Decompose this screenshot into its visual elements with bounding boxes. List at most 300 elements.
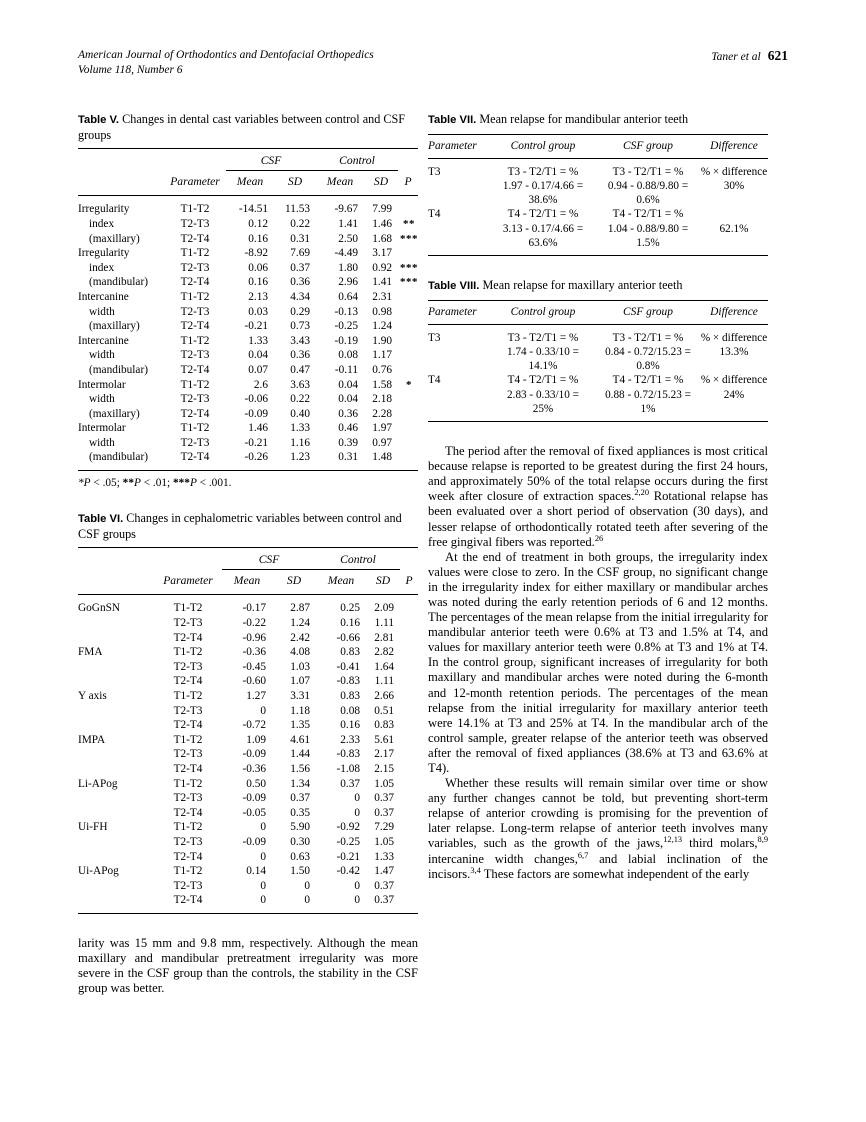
table-vi-r14-name xyxy=(78,806,154,821)
table-v-r4-csf-mean: 0.06 xyxy=(248,261,268,274)
table-v-r3-csf-mean: -8.92 xyxy=(244,247,268,260)
table-v-r5-param: T2-T4 xyxy=(180,276,210,289)
table-v-r8-csf-mean: -0.21 xyxy=(244,320,268,333)
table-v-r17-ctl-sd: 1.48 xyxy=(372,451,392,464)
table-v-r9-name: Intercanine xyxy=(78,334,129,347)
table-vi-r8-ctl-sd: 0.83 xyxy=(374,719,394,732)
table-v-r2-name: (maxillary) xyxy=(89,232,140,245)
table-v-r1-csf-mean: 0.12 xyxy=(248,217,268,230)
table-vii-r0-parameter: T3 xyxy=(428,165,441,178)
table-v-r9-csf-mean: 1.33 xyxy=(248,334,268,347)
table-v-r4-ctl-mean: 1.80 xyxy=(338,261,358,274)
table-vi-r5-p xyxy=(400,674,418,689)
table-v-r4-ctl-sd: 0.92 xyxy=(372,261,392,274)
table-vi-r12-csf-sd: 1.34 xyxy=(290,777,310,790)
table-vii-r1-control-l0: T4 - T2/T1 = % xyxy=(507,208,579,221)
table-v-r14-name: (maxillary) xyxy=(89,407,140,420)
table-v-r11-p xyxy=(398,363,418,378)
table-v-r16-csf-mean: -0.21 xyxy=(244,436,268,449)
table-row xyxy=(78,246,418,261)
table-vi-r10-p xyxy=(400,747,418,762)
table-row xyxy=(78,217,418,232)
left-column-paragraph: larity was 15 mm and 9.8 mm, respectively. Although the mean maxillary and mandibular pretreatment irregularity was more severe in the CSF group than the controls, the stability in the CSF group was better. xyxy=(78,935,418,996)
table-vii-caption: Mean relapse for mandibular anterior teeth xyxy=(479,112,689,126)
table-v-th-ctl-mean: Mean xyxy=(326,174,354,188)
table-v-r8-ctl-mean: -0.25 xyxy=(334,320,358,333)
table-row xyxy=(78,645,418,660)
table-vi-r3-param: T1-T2 xyxy=(173,646,203,659)
table-v-th-ctl-sd: SD xyxy=(373,174,389,188)
table-v-r10-csf-mean: 0.04 xyxy=(248,349,268,362)
table-vi-r13-csf-mean: -0.09 xyxy=(242,792,266,805)
running-head-right xyxy=(711,48,788,65)
table-vi-r11-ctl-sd: 2.15 xyxy=(374,762,394,775)
table-vii-r1-csf-l2: 1.5% xyxy=(636,236,660,249)
table-vi-r12-name: Li-APog xyxy=(78,777,118,790)
table-vi-r6-ctl-mean: 0.83 xyxy=(340,690,360,702)
table-vii-r0-control-l0: T3 - T2/T1 = % xyxy=(507,165,579,178)
right-paragraph-2: At the end of treatment in both groups, the irregularity index values were close to zero. In the CSF group, no significant change in the irregularity index for either maxillary or mandibular arches was noted during the early retention periods of 6 and 12 months. The percentages of the mean relapse from the initial irregularity for mandibular anterior teeth were 0.6% at T3 and 1.5% at T4, and values for maxillary anterior teeth were 0.8% at T3 and 1% at T4. In the control group, significant increases of irregularity for both maxillary and mandibular arches were noted during the 6-month and 12-month retention periods. The percentages of the mean relapse from the initial irregularity for maxillary anterior teeth were 14.1% at T3 and 25% at T4. In the mandibular arch of the control sample, greater relapse of the anterior teeth was observed after the removal of fixed appliances (38.6% at T3 and 63.6% at T4). xyxy=(428,549,768,775)
table-v-r15-ctl-mean: 0.46 xyxy=(338,422,358,435)
table-vi-r7-csf-sd: 1.18 xyxy=(290,704,310,717)
right-p1-ref-2: 26 xyxy=(594,533,604,543)
table-viii-r0-control-l2: 14.1% xyxy=(528,360,558,373)
table-vii-r0-diff-l2 xyxy=(700,193,768,207)
table-vi-r20-param: T2-T4 xyxy=(173,894,203,907)
table-v-r7-ctl-mean: -0.13 xyxy=(334,305,358,318)
table-vi-r16-ctl-mean: -0.25 xyxy=(336,835,360,848)
right-p1-part-b: Rotational relapse has been evaluated over a short period of observation (30 days), and lesser relapse of orthodontically rotated teeth after severing of the free gingival fibers was reported. xyxy=(428,489,768,549)
table-v-r9-p xyxy=(398,334,418,349)
table-v-title xyxy=(78,112,418,142)
table-v-r0-param: T1-T2 xyxy=(180,203,210,216)
table-v-r0-ctl-mean: -9.67 xyxy=(334,203,358,216)
table-v-r11-param: T2-T4 xyxy=(180,363,210,376)
table-vi-r17-csf-mean: 0 xyxy=(260,850,266,863)
table-v-r5-ctl-mean: 2.96 xyxy=(338,276,358,289)
table-row xyxy=(78,893,418,913)
right-p3-part-c: intercanine width changes, xyxy=(428,851,578,866)
table-v-r9-param: T1-T2 xyxy=(180,334,210,347)
table-v-r4-name: index xyxy=(89,261,115,274)
table-vi-r18-ctl-mean: -0.42 xyxy=(336,865,360,878)
table-v-r6-name: Intercanine xyxy=(78,290,129,303)
table-v-r7-ctl-sd: 0.98 xyxy=(372,305,392,318)
table-viii-r1-control-l1: 2.83 - 0.33/10 = xyxy=(507,388,579,401)
table-v-r14-csf-sd: 0.40 xyxy=(290,407,310,420)
table-v-r12-param: T1-T2 xyxy=(180,378,210,391)
table-viii-th-parameter: Parameter xyxy=(428,305,477,318)
table-vi-r19-csf-sd: 0 xyxy=(304,879,310,892)
table-vi-r1-p xyxy=(400,616,418,631)
table-viii-r1-diff-l1: 24% xyxy=(723,388,745,401)
table-v-r17-name: (mandibular) xyxy=(89,451,148,464)
table-vi-r1-ctl-mean: 0.16 xyxy=(340,617,360,630)
table-vi-r0-p xyxy=(400,595,418,616)
table-vi-block xyxy=(78,511,418,914)
table-vi-r4-ctl-mean: -0.41 xyxy=(336,660,360,673)
table-v-r11-name: (mandibular) xyxy=(89,363,148,376)
table-v-r6-ctl-mean: 0.64 xyxy=(338,290,358,303)
table-v-r12-p: * xyxy=(406,378,412,391)
table-vi-r18-param: T1-T2 xyxy=(173,865,203,878)
table-vi-r13-ctl-sd: 0.37 xyxy=(374,792,394,805)
right-p3-part-a: Whether these results will remain similar over time or show any further changes cannot be told, but preventing short-term relapse of anterior crowding is promising for the prevention of later relapse. Long-term relapse of anterior teeth involves many variables, such as the growth of the jaws, xyxy=(428,776,768,851)
table-v-r4-csf-sd: 0.37 xyxy=(290,261,310,274)
table-row xyxy=(78,407,418,422)
table-vi-th-p: P xyxy=(405,573,413,587)
table-v-r16-ctl-mean: 0.39 xyxy=(338,436,358,449)
table-vi-r12-p xyxy=(400,777,418,792)
table-vii-number: Table VII. xyxy=(428,114,477,126)
table-vi-r8-param: T2-T4 xyxy=(173,719,203,732)
table-v-footnote: *P < .05; **P < .01; ***P < .001. xyxy=(78,477,232,490)
table-v-r0-p xyxy=(398,196,418,217)
table-v-r14-param: T2-T4 xyxy=(180,407,210,420)
table-v-th-csf-mean: Mean xyxy=(236,174,264,188)
table-row xyxy=(78,762,418,777)
table-viii-th-control: Control group xyxy=(510,305,576,318)
right-paragraph-1 xyxy=(428,444,768,550)
table-viii-r0-diff-l2 xyxy=(700,359,768,373)
table-row xyxy=(428,373,768,387)
table-vi-r6-p xyxy=(400,689,418,704)
table-v-r12-ctl-sd: 1.58 xyxy=(372,378,392,391)
table-vi-r18-p xyxy=(400,864,418,879)
table-vi-r16-param: T2-T3 xyxy=(173,835,203,848)
table-vi-r13-p xyxy=(400,791,418,806)
table-v-r14-ctl-mean: 0.36 xyxy=(338,407,358,420)
table-v-r7-param: T2-T3 xyxy=(180,305,210,318)
table-v-r3-ctl-sd: 3.17 xyxy=(372,247,392,260)
table-v-column-header-row xyxy=(78,171,418,196)
table-v-r5-csf-mean: 0.16 xyxy=(248,276,268,289)
table-vi-r20-p xyxy=(400,893,418,913)
table-vii-title xyxy=(428,112,768,128)
table-vi-r3-csf-mean: -0.36 xyxy=(242,646,266,659)
table-viii-number: Table VIII. xyxy=(428,280,480,293)
table-v-r1-p: ** xyxy=(403,217,415,230)
table-vi-r9-param: T1-T2 xyxy=(173,733,203,746)
right-p3-ref-3: 6,7 xyxy=(577,850,589,860)
table-vi-r20-ctl-mean: 0 xyxy=(354,894,360,907)
table-vi-r2-p xyxy=(400,631,418,646)
table-v-r8-ctl-sd: 1.24 xyxy=(372,320,392,333)
table-v-group-control: Control xyxy=(339,154,375,168)
table-v-r1-param: T2-T3 xyxy=(180,217,210,230)
table-v-th-csf-sd: SD xyxy=(287,174,303,188)
table-v-r10-name: width xyxy=(89,349,115,362)
table-vi-r0-param: T1-T2 xyxy=(173,602,203,615)
table-vi-r5-name xyxy=(78,674,154,689)
table-vi-r2-ctl-sd: 2.81 xyxy=(374,631,394,644)
table-vii-r0-diff-l1: 30% xyxy=(723,180,745,192)
table-v-r17-param: T2-T4 xyxy=(180,451,210,464)
table-row xyxy=(78,806,418,821)
table-vi-r13-ctl-mean: 0 xyxy=(354,792,360,805)
table-vii-r1-diff-l2 xyxy=(700,236,768,256)
table-vi-r18-csf-mean: 0.14 xyxy=(246,865,266,878)
table-row xyxy=(78,660,418,675)
table-vi-r5-param: T2-T4 xyxy=(173,675,203,688)
table-v-r10-csf-sd: 0.36 xyxy=(290,349,310,362)
table-v-r5-name: (mandibular) xyxy=(89,276,148,289)
right-p3-part-e: These factors are somewhat independent of the early xyxy=(480,866,750,881)
table-vi-r6-csf-mean: 1.27 xyxy=(246,690,266,702)
table-v-r2-ctl-mean: 2.50 xyxy=(338,232,358,245)
table-vi-r3-p xyxy=(400,645,418,660)
table-v-r14-csf-mean: -0.09 xyxy=(244,407,268,420)
table-v-r5-csf-sd: 0.36 xyxy=(290,276,310,289)
table-v-r13-csf-sd: 0.22 xyxy=(290,393,310,406)
table-vi-r19-param: T2-T3 xyxy=(173,879,203,892)
table-v-r0-ctl-sd: 7.99 xyxy=(372,203,392,216)
table-vi-r19-p xyxy=(400,879,418,894)
table-row xyxy=(78,674,418,689)
table-row xyxy=(78,835,418,850)
table-row xyxy=(78,850,418,865)
right-paragraph-3 xyxy=(428,776,768,882)
table-vi-r16-csf-mean: -0.09 xyxy=(242,835,266,848)
table-vi-r9-csf-sd: 4.61 xyxy=(290,733,310,746)
table-v-r9-ctl-sd: 1.90 xyxy=(372,334,392,347)
table-v-r7-p xyxy=(398,305,418,320)
table-vi-r20-csf-mean: 0 xyxy=(260,894,266,907)
right-p1-part-a: The period after the removal of fixed appliances is most critical because relapse is reported to be greatest during the first 24 hours, and approximately 50% of the total relapse occurs during the first week after closure of extraction spaces. xyxy=(428,444,768,504)
table-v-r14-p xyxy=(398,407,418,422)
table-vi-r9-ctl-mean: 2.33 xyxy=(340,733,360,746)
table-row xyxy=(78,718,418,733)
table-v-caption: Changes in dental cast variables between control and CSF groups xyxy=(78,112,406,142)
table-v-r3-p xyxy=(398,246,418,261)
table-row xyxy=(78,450,418,470)
table-vi-r6-name: Y axis xyxy=(78,690,107,702)
table-vi-r9-csf-mean: 1.09 xyxy=(246,733,266,746)
table-row xyxy=(78,879,418,894)
table-v-r16-name: width xyxy=(89,436,115,449)
table-vii-r1-diff-l1: 62.1% xyxy=(719,222,749,235)
table-viii-block xyxy=(428,278,768,422)
table-vi-r6-param: T1-T2 xyxy=(173,690,203,702)
table-vi-r8-csf-sd: 1.35 xyxy=(290,719,310,732)
table-row xyxy=(78,436,418,451)
table-row xyxy=(78,275,418,290)
table-row xyxy=(78,319,418,334)
left-column xyxy=(78,112,418,996)
table-vi-r12-ctl-mean: 0.37 xyxy=(340,777,360,790)
table-vi-r18-name: Ui-APog xyxy=(78,865,119,878)
table-vii-th-parameter: Parameter xyxy=(428,139,477,152)
table-vi-r7-ctl-mean: 0.08 xyxy=(340,704,360,717)
table-v-r1-name: index xyxy=(89,217,115,230)
table-vi-r14-csf-sd: 0.35 xyxy=(290,806,310,819)
table-vi-r16-name xyxy=(78,835,154,850)
table-viii-r0-control-l1: 1.74 - 0.33/10 = xyxy=(507,346,579,359)
table-row xyxy=(78,689,418,704)
table-row xyxy=(78,616,418,631)
table-vi-r15-csf-sd: 5.90 xyxy=(290,821,310,834)
table-vi-r8-ctl-mean: 0.16 xyxy=(340,719,360,732)
table-vii-header-row xyxy=(428,134,768,158)
table-v-r13-ctl-mean: 0.04 xyxy=(338,393,358,406)
table-vi-th-csf-sd: SD xyxy=(286,573,302,587)
table-row xyxy=(78,363,418,378)
table-vi-r3-name: FMA xyxy=(78,646,103,659)
table-vi-r17-csf-sd: 0.63 xyxy=(290,850,310,863)
table-vii xyxy=(428,134,768,256)
table-vi-r5-ctl-mean: -0.83 xyxy=(336,675,360,688)
right-p3-ref-2: 8,9 xyxy=(757,835,768,845)
table-viii-r0-csf-l0: T3 - T2/T1 = % xyxy=(612,331,684,344)
table-v-r2-ctl-sd: 1.68 xyxy=(372,232,392,245)
table-vi-r3-ctl-mean: 0.83 xyxy=(340,646,360,659)
table-vi-r12-csf-mean: 0.50 xyxy=(246,777,266,790)
table-v-r9-ctl-mean: -0.19 xyxy=(334,334,358,347)
table-vi-r14-p xyxy=(400,806,418,821)
table-vii-r1-diff-l0 xyxy=(700,207,768,221)
table-v-r3-param: T1-T2 xyxy=(180,247,210,260)
table-vi-r6-ctl-sd: 2.66 xyxy=(374,690,394,702)
table-vi-r17-ctl-sd: 1.33 xyxy=(374,850,394,863)
table-vi-r7-param: T2-T3 xyxy=(173,704,203,717)
right-p1-ref-1: 2,20 xyxy=(634,488,649,498)
table-viii-r1-csf-l0: T4 - T2/T1 = % xyxy=(612,374,684,387)
table-vi-r11-csf-mean: -0.36 xyxy=(242,762,266,775)
table-v-r7-name: width xyxy=(89,305,115,318)
table-row xyxy=(78,334,418,349)
table-vi-r3-ctl-sd: 2.82 xyxy=(374,646,394,659)
table-row xyxy=(78,704,418,719)
table-vi-r16-ctl-sd: 1.05 xyxy=(374,835,394,848)
table-vi-title xyxy=(78,511,418,541)
table-vii-r0-diff-l0: % × difference xyxy=(700,165,768,178)
table-row xyxy=(428,159,768,179)
table-row xyxy=(78,392,418,407)
table-v-r12-csf-mean: 2.6 xyxy=(253,378,268,391)
table-row xyxy=(78,747,418,762)
table-v-block xyxy=(78,112,418,489)
table-vi-group-control: Control xyxy=(340,553,376,567)
table-vi-r0-csf-mean: -0.17 xyxy=(242,602,266,615)
table-vi-r17-name xyxy=(78,850,154,865)
authors-short: Taner et al xyxy=(711,51,761,63)
right-p3-ref-4: 3,4 xyxy=(470,865,481,875)
table-v-r15-p xyxy=(398,421,418,436)
table-vi-r11-p xyxy=(400,762,418,777)
table-v-r15-csf-mean: 1.46 xyxy=(248,422,268,435)
table-v-r17-csf-mean: -0.26 xyxy=(244,451,268,464)
table-vi-r7-csf-mean: 0 xyxy=(260,704,266,717)
table-v-r15-csf-sd: 1.33 xyxy=(290,422,310,435)
table-vi-r16-p xyxy=(400,835,418,850)
table-vii-r0-control-l2: 38.6% xyxy=(528,194,558,207)
table-vi-r4-csf-sd: 1.03 xyxy=(290,660,310,673)
table-viii-r1-csf-l1: 0.88 - 0.72/15.23 = xyxy=(605,388,691,401)
table-row xyxy=(78,261,418,276)
table-vi-r1-ctl-sd: 1.11 xyxy=(374,617,394,630)
table-v-r12-name: Intermolar xyxy=(78,378,126,391)
table-v-r1-csf-sd: 0.22 xyxy=(290,217,310,230)
table-v-r13-name: width xyxy=(89,393,115,406)
table-v-th-parameter: Parameter xyxy=(170,174,220,188)
table-v-bottom-rule xyxy=(78,471,418,472)
table-v-r6-csf-sd: 4.34 xyxy=(290,290,310,303)
table-vi-r10-csf-sd: 1.44 xyxy=(290,748,310,761)
table-vi-r18-csf-sd: 1.50 xyxy=(290,865,310,878)
right-column xyxy=(428,112,768,882)
table-vi-r9-ctl-sd: 5.61 xyxy=(374,733,394,746)
table-v-r3-ctl-mean: -4.49 xyxy=(334,247,358,260)
table-v-r9-csf-sd: 3.43 xyxy=(290,334,310,347)
table-vi-r15-ctl-sd: 7.29 xyxy=(374,821,394,834)
table-vi-r17-param: T2-T4 xyxy=(173,850,203,863)
table-row xyxy=(78,820,418,835)
table-vi-r11-name xyxy=(78,762,154,777)
table-vi-r20-ctl-sd: 0.37 xyxy=(374,894,394,907)
table-vi-r10-csf-mean: -0.09 xyxy=(242,748,266,761)
table-vi-r19-ctl-sd: 0.37 xyxy=(374,879,394,892)
table-v-r8-csf-sd: 0.73 xyxy=(290,320,310,333)
table-vi-r2-param: T2-T4 xyxy=(173,631,203,644)
table-v-r11-csf-mean: 0.07 xyxy=(248,363,268,376)
table-vi-r11-csf-sd: 1.56 xyxy=(290,762,310,775)
table-v-r7-csf-mean: 0.03 xyxy=(248,305,268,318)
table-row xyxy=(78,378,418,393)
table-vi-r19-csf-mean: 0 xyxy=(260,879,266,892)
table-v-r10-ctl-sd: 1.17 xyxy=(372,349,392,362)
table-v-r4-param: T2-T3 xyxy=(180,261,210,274)
table-vi-r4-csf-mean: -0.45 xyxy=(242,660,266,673)
table-v-r13-param: T2-T3 xyxy=(180,393,210,406)
table-v-r5-ctl-sd: 1.41 xyxy=(372,276,392,289)
table-v-r16-csf-sd: 1.16 xyxy=(290,436,310,449)
table-vi-r10-ctl-mean: -0.83 xyxy=(336,748,360,761)
table-vi-r10-name xyxy=(78,747,154,762)
table-row xyxy=(78,290,418,305)
right-p3-part-b: third molars, xyxy=(682,836,758,851)
table-vii-r0-csf-l2: 0.6% xyxy=(636,194,660,207)
table-viii-r1-csf-l2: 1% xyxy=(640,402,656,415)
table-v-r16-p xyxy=(398,436,418,451)
table-vi-r4-p xyxy=(400,660,418,675)
table-viii-r0-csf-l1: 0.84 - 0.72/15.23 = xyxy=(605,346,691,359)
table-vi-r0-name: GoGnSN xyxy=(78,602,121,615)
table-row xyxy=(78,791,418,806)
table-v-r11-ctl-mean: -0.11 xyxy=(334,363,358,376)
right-p3-part-d: and labial inclination of the incisors. xyxy=(428,851,769,881)
table-vi-r1-csf-mean: -0.22 xyxy=(242,617,266,630)
table-v-r1-ctl-mean: 1.41 xyxy=(338,217,358,230)
table-vi-th-ctl-mean: Mean xyxy=(327,573,355,587)
table-viii-r0-diff-l1: 13.3% xyxy=(719,346,749,359)
table-vi-r11-ctl-mean: -1.08 xyxy=(336,762,360,775)
table-vi-r2-name xyxy=(78,631,154,646)
table-vi-group-header-row xyxy=(78,548,418,569)
table-vi-r6-csf-sd: 3.31 xyxy=(290,690,310,702)
table-vi-r14-ctl-sd: 0.37 xyxy=(374,806,394,819)
table-vi-r0-ctl-sd: 2.09 xyxy=(374,602,394,615)
table-viii xyxy=(428,300,768,422)
table-v-r14-ctl-sd: 2.28 xyxy=(372,407,392,420)
table-vii-r0-csf-l0: T3 - T2/T1 = % xyxy=(612,165,684,178)
table-row xyxy=(78,864,418,879)
table-v-r10-ctl-mean: 0.08 xyxy=(338,349,358,362)
table-viii-r0-diff-l0: % × difference xyxy=(700,331,768,344)
table-viii-r0-parameter: T3 xyxy=(428,331,441,344)
table-v-r5-p: *** xyxy=(400,276,418,289)
table-vi-r7-p xyxy=(400,704,418,719)
table-vi-r15-name: Ui-FH xyxy=(78,821,108,834)
